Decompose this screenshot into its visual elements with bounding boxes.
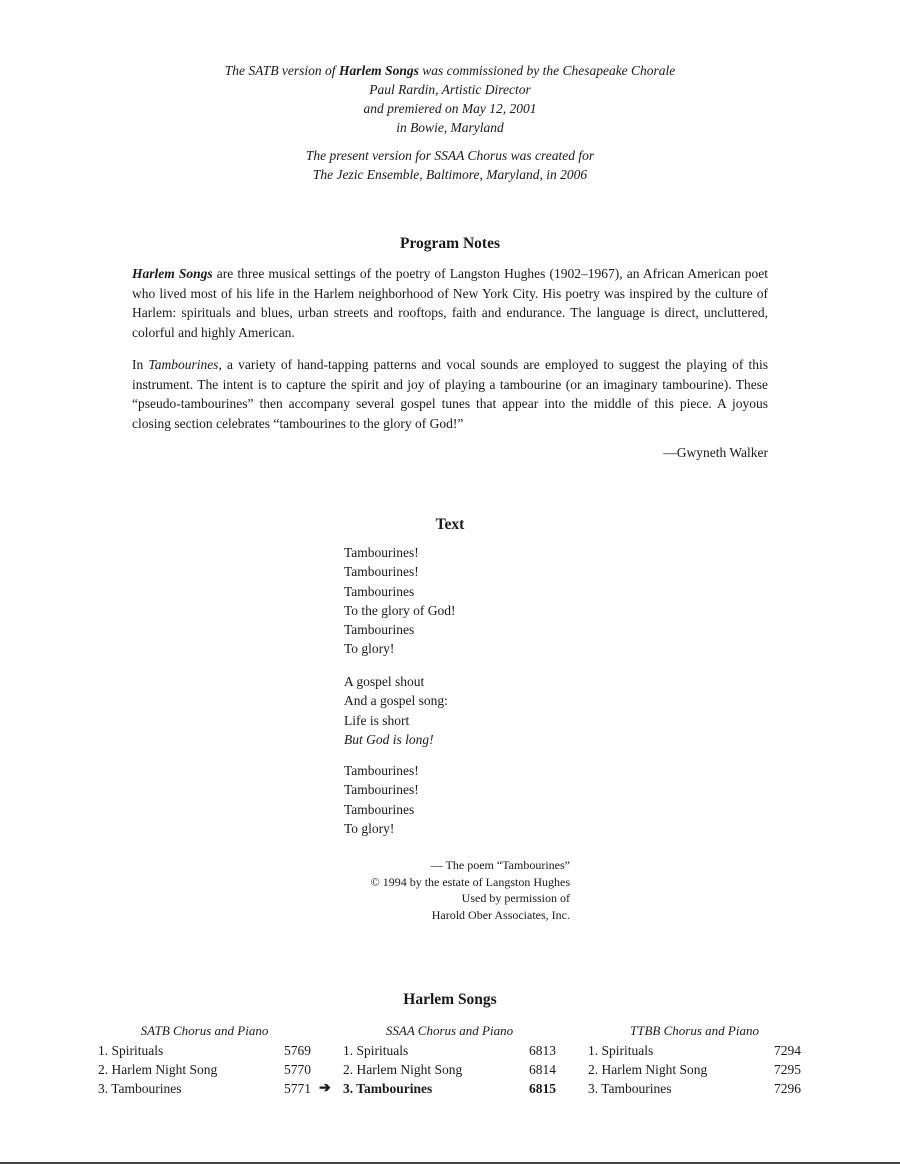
author-signature: —Gwyneth Walker [663, 445, 768, 460]
commission-credits [0, 61, 900, 137]
credit-line-5: The present version for SSAA Chorus was created for [305, 148, 595, 163]
program-notes-section [0, 235, 900, 253]
credit-line-1: The SATB version of Harlem Songs was commissioned by the Chesapeake Chorale [224, 63, 676, 78]
song-title: 2. Harlem Night Song [343, 1062, 463, 1077]
poem-line: Tambourines! [344, 782, 419, 798]
song-title: 3. Tambourines [588, 1081, 672, 1096]
column-title: TTBB Chorus and Piano [630, 1023, 759, 1038]
program-notes-paragraph-1: Harlem Songs are three musical settings of the poetry of Langston Hughes (1902–1967), an African American poet who lived most of his life in the Harlem neighborhood of New York City. His poetry was inspired by the culture of Harlem: spirituals and blues, urban streets and rooftops, faith and endurance. The language is direct, uncluttered, colorful and highly American. [132, 266, 768, 340]
catalog-row [343, 1041, 556, 1060]
song-title: 1. Spirituals [98, 1043, 164, 1058]
program-notes-paragraph-2: In Tambourines, a variety of hand-tapping patterns and vocal sounds are employed to suggest the playing of this instrument. The intent is to capture the spirit and joy of playing a tambourine (or an imaginary tambourine). These “pseudo-tambourines” then accompany several gospel tunes that appear into the middle of this piece. A joyous closing section celebrates “tambourines to the glory of God!” [132, 357, 768, 431]
series-heading: Harlem Songs [403, 991, 497, 1008]
song-title: 1. Spirituals [343, 1043, 409, 1058]
ssaa-column [319, 1021, 556, 1098]
catalog-number: 5771 [284, 1081, 311, 1096]
catalog-number: 5769 [284, 1043, 311, 1058]
poem-line-italic: But God is long! [344, 731, 434, 747]
poem-permission-credit [330, 857, 570, 923]
catalog-number: 5770 [284, 1062, 311, 1077]
catalog-number: 7295 [774, 1062, 801, 1077]
song-title: 3. Tambourines [98, 1081, 182, 1096]
poem-line: Tambourines [344, 622, 415, 638]
catalog-number: 6813 [529, 1043, 556, 1058]
catalog-row [588, 1079, 801, 1098]
catalog-row [343, 1060, 556, 1079]
poem-line: To glory! [344, 820, 395, 836]
catalog-number: 6815 [529, 1081, 556, 1096]
series-section [0, 991, 900, 1009]
catalog-row [98, 1060, 311, 1079]
poem-line: And a gospel song: [344, 693, 448, 709]
song-title: 3. Tambourines [343, 1081, 433, 1096]
credit-line-4: in Bowie, Maryland [396, 120, 504, 135]
text-heading: Text [435, 516, 465, 533]
poem-line: A gospel shout [344, 674, 425, 689]
program-notes-heading: Program Notes [399, 235, 500, 252]
poem-line: Tambourines! [344, 763, 419, 778]
catalog-number: 7296 [774, 1081, 801, 1096]
poem-line: Tambourines! [344, 564, 419, 580]
poem-line: Life is short [344, 712, 410, 728]
ssaa-version-credits [0, 146, 900, 184]
poem-line: To glory! [344, 641, 395, 657]
credit-line-3: and premiered on May 12, 2001 [363, 101, 537, 116]
permission-line: Used by permission of [461, 891, 570, 905]
poem-line: Tambourines [344, 583, 415, 599]
column-title: SATB Chorus and Piano [140, 1023, 269, 1038]
poem-stanza-2 [344, 672, 448, 749]
catalog-number: 7294 [774, 1043, 801, 1058]
permission-line: — The poem “Tambourines” [430, 858, 570, 872]
catalog-row [588, 1060, 801, 1079]
column-title: SSAA Chorus and Piano [385, 1023, 514, 1038]
poem-stanza-3 [344, 761, 419, 838]
catalog-row [588, 1041, 801, 1060]
permission-line: Harold Ober Associates, Inc. [431, 907, 570, 922]
catalog-number: 6814 [529, 1062, 556, 1077]
poem-line: To the glory of God! [344, 602, 456, 618]
credit-line-6: The Jezic Ensemble, Baltimore, Maryland, in 2006 [312, 167, 588, 182]
song-title: 2. Harlem Night Song [588, 1062, 708, 1077]
catalog-row [98, 1079, 311, 1098]
permission-line: © 1994 by the estate of Langston Hughes [370, 874, 570, 889]
song-title: 1. Spirituals [588, 1043, 654, 1058]
satb-column [98, 1021, 311, 1098]
catalog-row [98, 1041, 311, 1060]
poem-line: Tambourines [344, 801, 415, 817]
poem-stanza-1 [344, 543, 456, 659]
catalog-row-current [319, 1079, 556, 1098]
text-section [0, 516, 900, 534]
current-arrow-icon: ➔ [319, 1081, 331, 1096]
credit-line-2: Paul Rardin, Artistic Director [369, 82, 531, 97]
ttbb-column [588, 1021, 801, 1098]
song-title: 2. Harlem Night Song [98, 1062, 218, 1077]
poem-line: Tambourines! [344, 545, 419, 560]
